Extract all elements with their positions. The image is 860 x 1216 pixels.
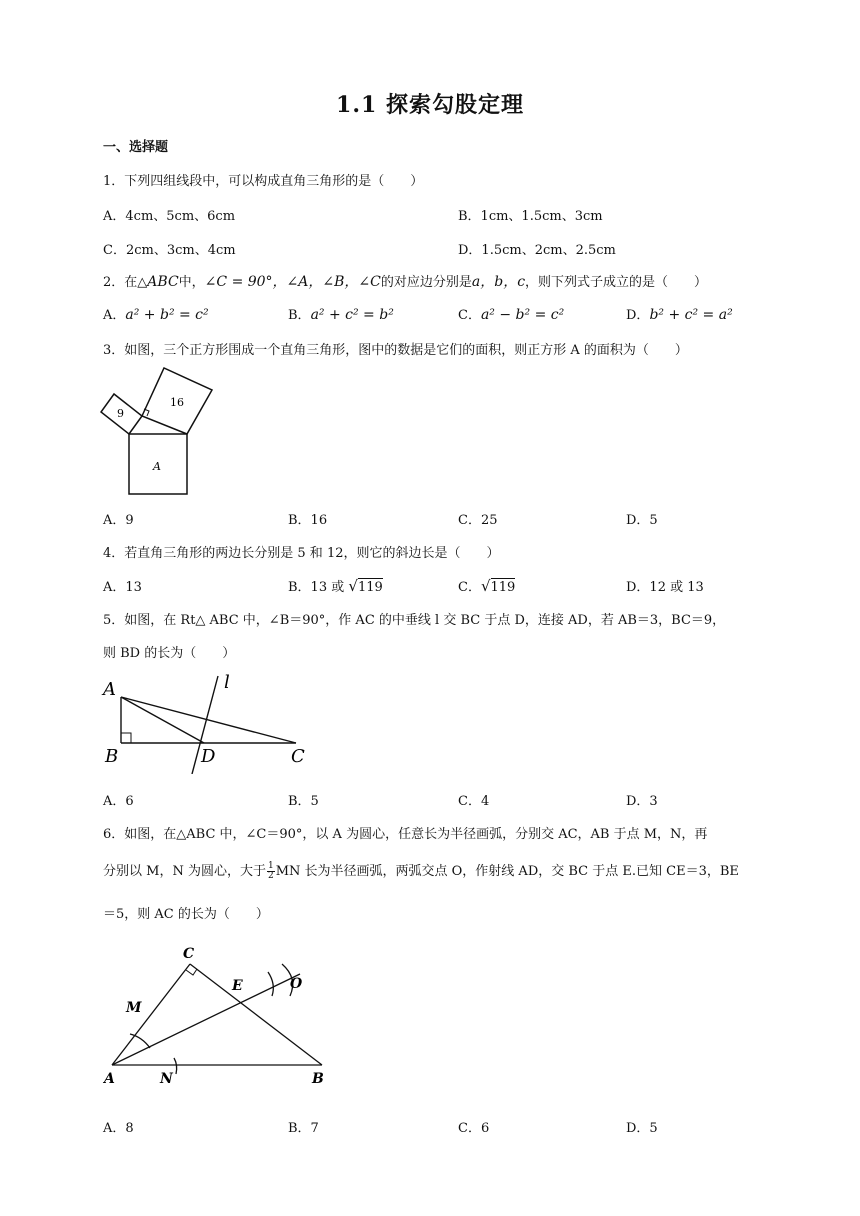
q2-text-part: 中，: [178, 275, 205, 290]
q1-option-d: D．1.5cm、2cm、2.5cm: [458, 243, 616, 258]
label-a: A: [103, 679, 116, 700]
q3-option-d: D．5: [626, 513, 658, 528]
q4-option-c: [458, 576, 515, 595]
angle-bisector-construction-figure: [100, 938, 340, 1090]
option-formula: a² + b² = c²: [125, 307, 209, 323]
right-angle-mark: [121, 733, 131, 743]
sqrt-radicand: 119: [357, 580, 383, 595]
question-5-stem-line2: 则 BD 的长为（ ）: [103, 646, 236, 661]
arc-n: [174, 1058, 177, 1074]
q2-text-part: ，则下列式子成立的是（ ）: [525, 275, 708, 290]
q6-option-c: C．6: [458, 1121, 490, 1136]
q4-option-d: D．12 或 13: [626, 580, 704, 595]
q5-option-a: A．6: [103, 794, 134, 809]
label-a: A: [104, 1071, 115, 1087]
right-angle-mark: [186, 969, 197, 975]
q2-sides: a，b，c: [471, 274, 526, 290]
q2-text-part: 的对应边分别是: [380, 275, 472, 290]
question-3-stem: 3．如图，三个正方形围成一个直角三角形，图中的数据是它们的面积，则正方形 A 的面积为（ ）: [103, 343, 688, 358]
option-label: A．: [103, 308, 126, 323]
q2-option-a: [103, 304, 209, 323]
sqrt-radicand: 119: [490, 580, 516, 595]
q2-option-d: [626, 304, 733, 323]
q6-option-d: D．5: [626, 1121, 658, 1136]
label-e: E: [232, 978, 243, 994]
q3-option-a: A．9: [103, 513, 134, 528]
section-heading: 一、选择题: [103, 140, 169, 155]
sqrt-symbol: √: [348, 577, 358, 595]
label-a: A: [153, 460, 161, 473]
side-ac: [112, 964, 190, 1065]
q2-option-c: [458, 304, 564, 323]
q6-text-part: MN 长为半径画弧，两弧交点 O，作射线 AD，交 BC 于点 E.已知 CE＝3，BE: [275, 864, 739, 879]
question-4-stem: 4．若直角三角形的两边长分别是 5 和 12，则它的斜边长是（ ）: [103, 546, 500, 561]
label-9: 9: [117, 407, 124, 420]
arc-o-1: [268, 972, 273, 996]
page-title: 1.1 探索勾股定理: [336, 92, 524, 118]
label-b: B: [312, 1071, 324, 1087]
question-6-stem-line1: 6．如图，在△ABC 中，∠C＝90°，以 A 为圆心，任意长为半径画弧，分别交 AC，AB 于点 M，N，再: [103, 827, 708, 842]
q2-triangle-name: ABC: [147, 274, 179, 290]
q3-option-b: B．16: [288, 513, 328, 528]
q6-option-b: B．7: [288, 1121, 319, 1136]
segment-ad: [121, 697, 204, 743]
question-2-stem: [103, 271, 707, 291]
label-n: N: [160, 1071, 173, 1087]
option-label: B．: [288, 308, 311, 323]
label-d: D: [201, 746, 216, 767]
option-formula: a² + c² = b²: [310, 307, 394, 323]
q5-option-c: C．4: [458, 794, 490, 809]
fraction-numerator: 1: [267, 861, 274, 871]
side-ac: [121, 697, 296, 743]
q4-option-b: [288, 576, 383, 595]
ray-ao: [112, 974, 300, 1065]
option-label: B．13 或: [288, 580, 349, 595]
option-formula: a² − b² = c²: [480, 307, 565, 323]
q3-option-c: C．25: [458, 513, 498, 528]
q2-angle-text: ∠C = 90°，∠A，∠B，∠C: [204, 274, 381, 290]
option-label: C．: [458, 580, 481, 595]
q1-option-c: C．2cm、3cm、4cm: [103, 243, 236, 258]
label-l: l: [224, 672, 230, 693]
question-6-stem-line2: [103, 860, 739, 881]
q1-option-b: B．1cm、1.5cm、3cm: [458, 209, 603, 224]
q2-text-part: 2．在△: [103, 275, 148, 290]
q4-option-a: A．13: [103, 580, 142, 595]
q2-option-b: [288, 304, 394, 323]
q5-option-b: B．5: [288, 794, 319, 809]
q5-option-d: D．3: [626, 794, 658, 809]
q6-text-part: 分别以 M，N 为圆心，大于: [103, 864, 266, 879]
fraction-denominator: 2: [267, 871, 274, 881]
arc-m: [130, 1034, 150, 1048]
option-label: D．: [626, 308, 650, 323]
question-1-stem: 1．下列四组线段中，可以构成直角三角形的是（ ）: [103, 174, 424, 189]
label-b: B: [105, 746, 119, 767]
question-5-stem-line1: 5．如图，在 Rt△ ABC 中，∠B＝90°，作 AC 的中垂线 l 交 BC 于点 D，连接 AD，若 AB＝3，BC＝9，: [103, 613, 726, 628]
question-6-stem-line3: ＝5，则 AC 的长为（ ）: [103, 907, 269, 922]
q6-option-a: A．8: [103, 1121, 134, 1136]
label-o: O: [290, 976, 303, 992]
label-16: 16: [170, 396, 184, 409]
three-squares-figure: [100, 364, 220, 498]
label-c: C: [291, 746, 305, 767]
sqrt-symbol: √: [480, 577, 491, 595]
q1-option-a: A．4cm、5cm、6cm: [103, 209, 236, 224]
label-c: C: [183, 946, 195, 962]
option-formula: b² + c² = a²: [649, 307, 733, 323]
fraction-one-half: [267, 862, 275, 881]
triangle-perpendicular-bisector-figure: [100, 668, 320, 774]
option-label: C．: [458, 308, 481, 323]
label-m: M: [126, 1000, 142, 1016]
